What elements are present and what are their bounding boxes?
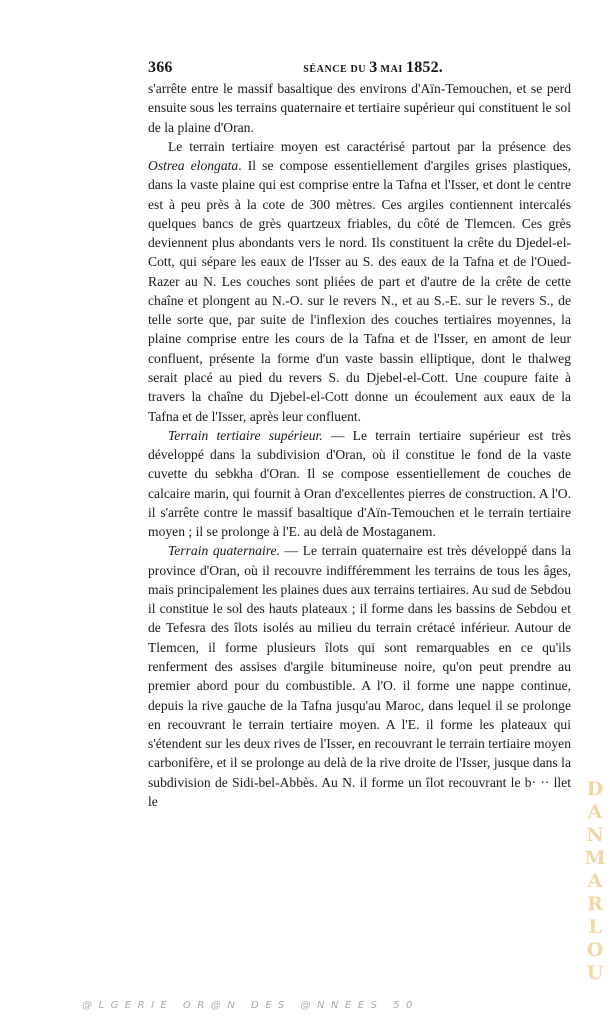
italic-text-segment: Ostrea elongata: [148, 158, 239, 174]
text-segment: — Le terrain quaternaire est très développé dans la province d'Oran, où il recouvre indifféremment les terrains de tous les âges, mais principalement les plaines dues aux terrains tertiaires. Au sud de Sebdou il constitue le sol des hauts plateaux ; il forme dans les bassins de Sebdou et de Tefesra des îlots isolés au milieu du terrain crétacé inférieur. Autour de Tlemcen, il forme plusieurs îlots qui sont remarquables en ce qu'ils renferment des assises d'argile bitumineuse noire, qu'on peut prendre au premier abord pour du combustible. A l'O. il forme une nappe continue, depuis la rive gauche de la Tafna jusqu'au Maroc, dans lequel il se prolonge en recouvrant le terrain tertiaire moyen. A l'E. il forme les plateaux qui s'étendent sur les deux rives de l'Isser, en recouvrant le terrain tertiaire moyen carbonifère, et il se prolonge au delà de la rive droite de l'Isser, jusque dans la subdivision de Sidi-bel-Abbès. Au N. il forme un îlot recouvrant le b· ·· llet le: [148, 543, 571, 809]
text-segment: s'arrête entre le massif basaltique des environs d'Aïn-Temouchen, et se perd ensuite sous les terrains quaternaire et tertiaire supérieur qui constituent le sol de la plaine d'Oran.: [148, 81, 571, 135]
side-watermark-letter: U: [586, 962, 604, 984]
text-segment: Le terrain tertiaire moyen est caractérisé partout par la présence des: [168, 138, 571, 154]
side-watermark-letter: O: [586, 939, 604, 961]
page-header: [148, 59, 443, 79]
paragraph: [148, 137, 571, 426]
text-segment: — Le terrain tertiaire supérieur est très développé dans la subdivision d'Oran, où il constitue le fond de la vaste cuvette du sebkha d'Oran. Il se compose essentiellement de couches de calcaire marin, qui fournit à Oran d'excellentes pierres de construction. A l'O. il s'arrête contre le massif basaltique d'Aïn-Temouchen et le terrain tertiaire moyen ; il se prolonge à l'E. au delà de Mostaganem.: [148, 427, 571, 540]
side-watermark-letter: A: [587, 801, 603, 823]
body-text: [148, 79, 571, 811]
italic-text-segment: Terrain tertiaire supérieur.: [168, 427, 323, 443]
running-head-day: 3: [369, 59, 378, 76]
paragraph: [148, 79, 571, 137]
side-watermark-letter: N: [586, 824, 604, 846]
side-watermark-letter: M: [584, 847, 606, 869]
running-head-year: 1852.: [406, 59, 443, 76]
running-head-prefix: SÉANCE DU: [303, 64, 370, 75]
side-watermark: [582, 778, 608, 985]
running-head: [303, 59, 443, 77]
side-watermark-letter: D: [586, 778, 604, 800]
text-segment: . Il se compose essentiellement d'argiles grises plastiques, dans la vaste plaine qui est comprise entre la Tafna et l'Isser, et dont le centre est à peu près à la cote de 300 mètres. Ces argiles contiennent intercalés quelques bancs de grès quartzeux friables, du côté de Tlemcen. Ces grès deviennent plus abondants vers le nord. Ils constituent la crête du Djedel-el-Cott, qui sépare les eaux de l'Isser au S. des eaux de la Tafna et de l'Oued-Razer au N. Les couches sont pliées de part et d'autre de la crête de cette chaîne et plongent au N.-O. sur le revers N., et au S.-E. sur le revers S., de telle sorte que, par suite de l'inflexion des couches tertiaires moyennes, la plaine comprise entre les cours de la Tafna et de l'Isser, en amont de leur confluent, présente la forme d'un vaste bassin elliptique, dont le thalweg serait placé au pied du revers S. du Djebel-el-Cott. Une coupure faite à travers la chaîne du Djebel-el-Cott donne un écoulement aux eaux de la Tafna et de l'Isser, après leur confluent.: [148, 158, 571, 424]
footer-watermark: @LGERIE OR@N DES @NNEES 50: [82, 1000, 419, 1011]
side-watermark-letter: R: [587, 893, 603, 915]
side-watermark-letter: L: [588, 916, 602, 938]
paragraph: [148, 541, 571, 811]
side-watermark-letter: A: [587, 870, 603, 892]
paragraph: [148, 426, 571, 542]
running-head-month: MAI: [377, 64, 406, 75]
page-number: 366: [148, 59, 173, 76]
italic-text-segment: Terrain quaternaire.: [168, 543, 280, 559]
